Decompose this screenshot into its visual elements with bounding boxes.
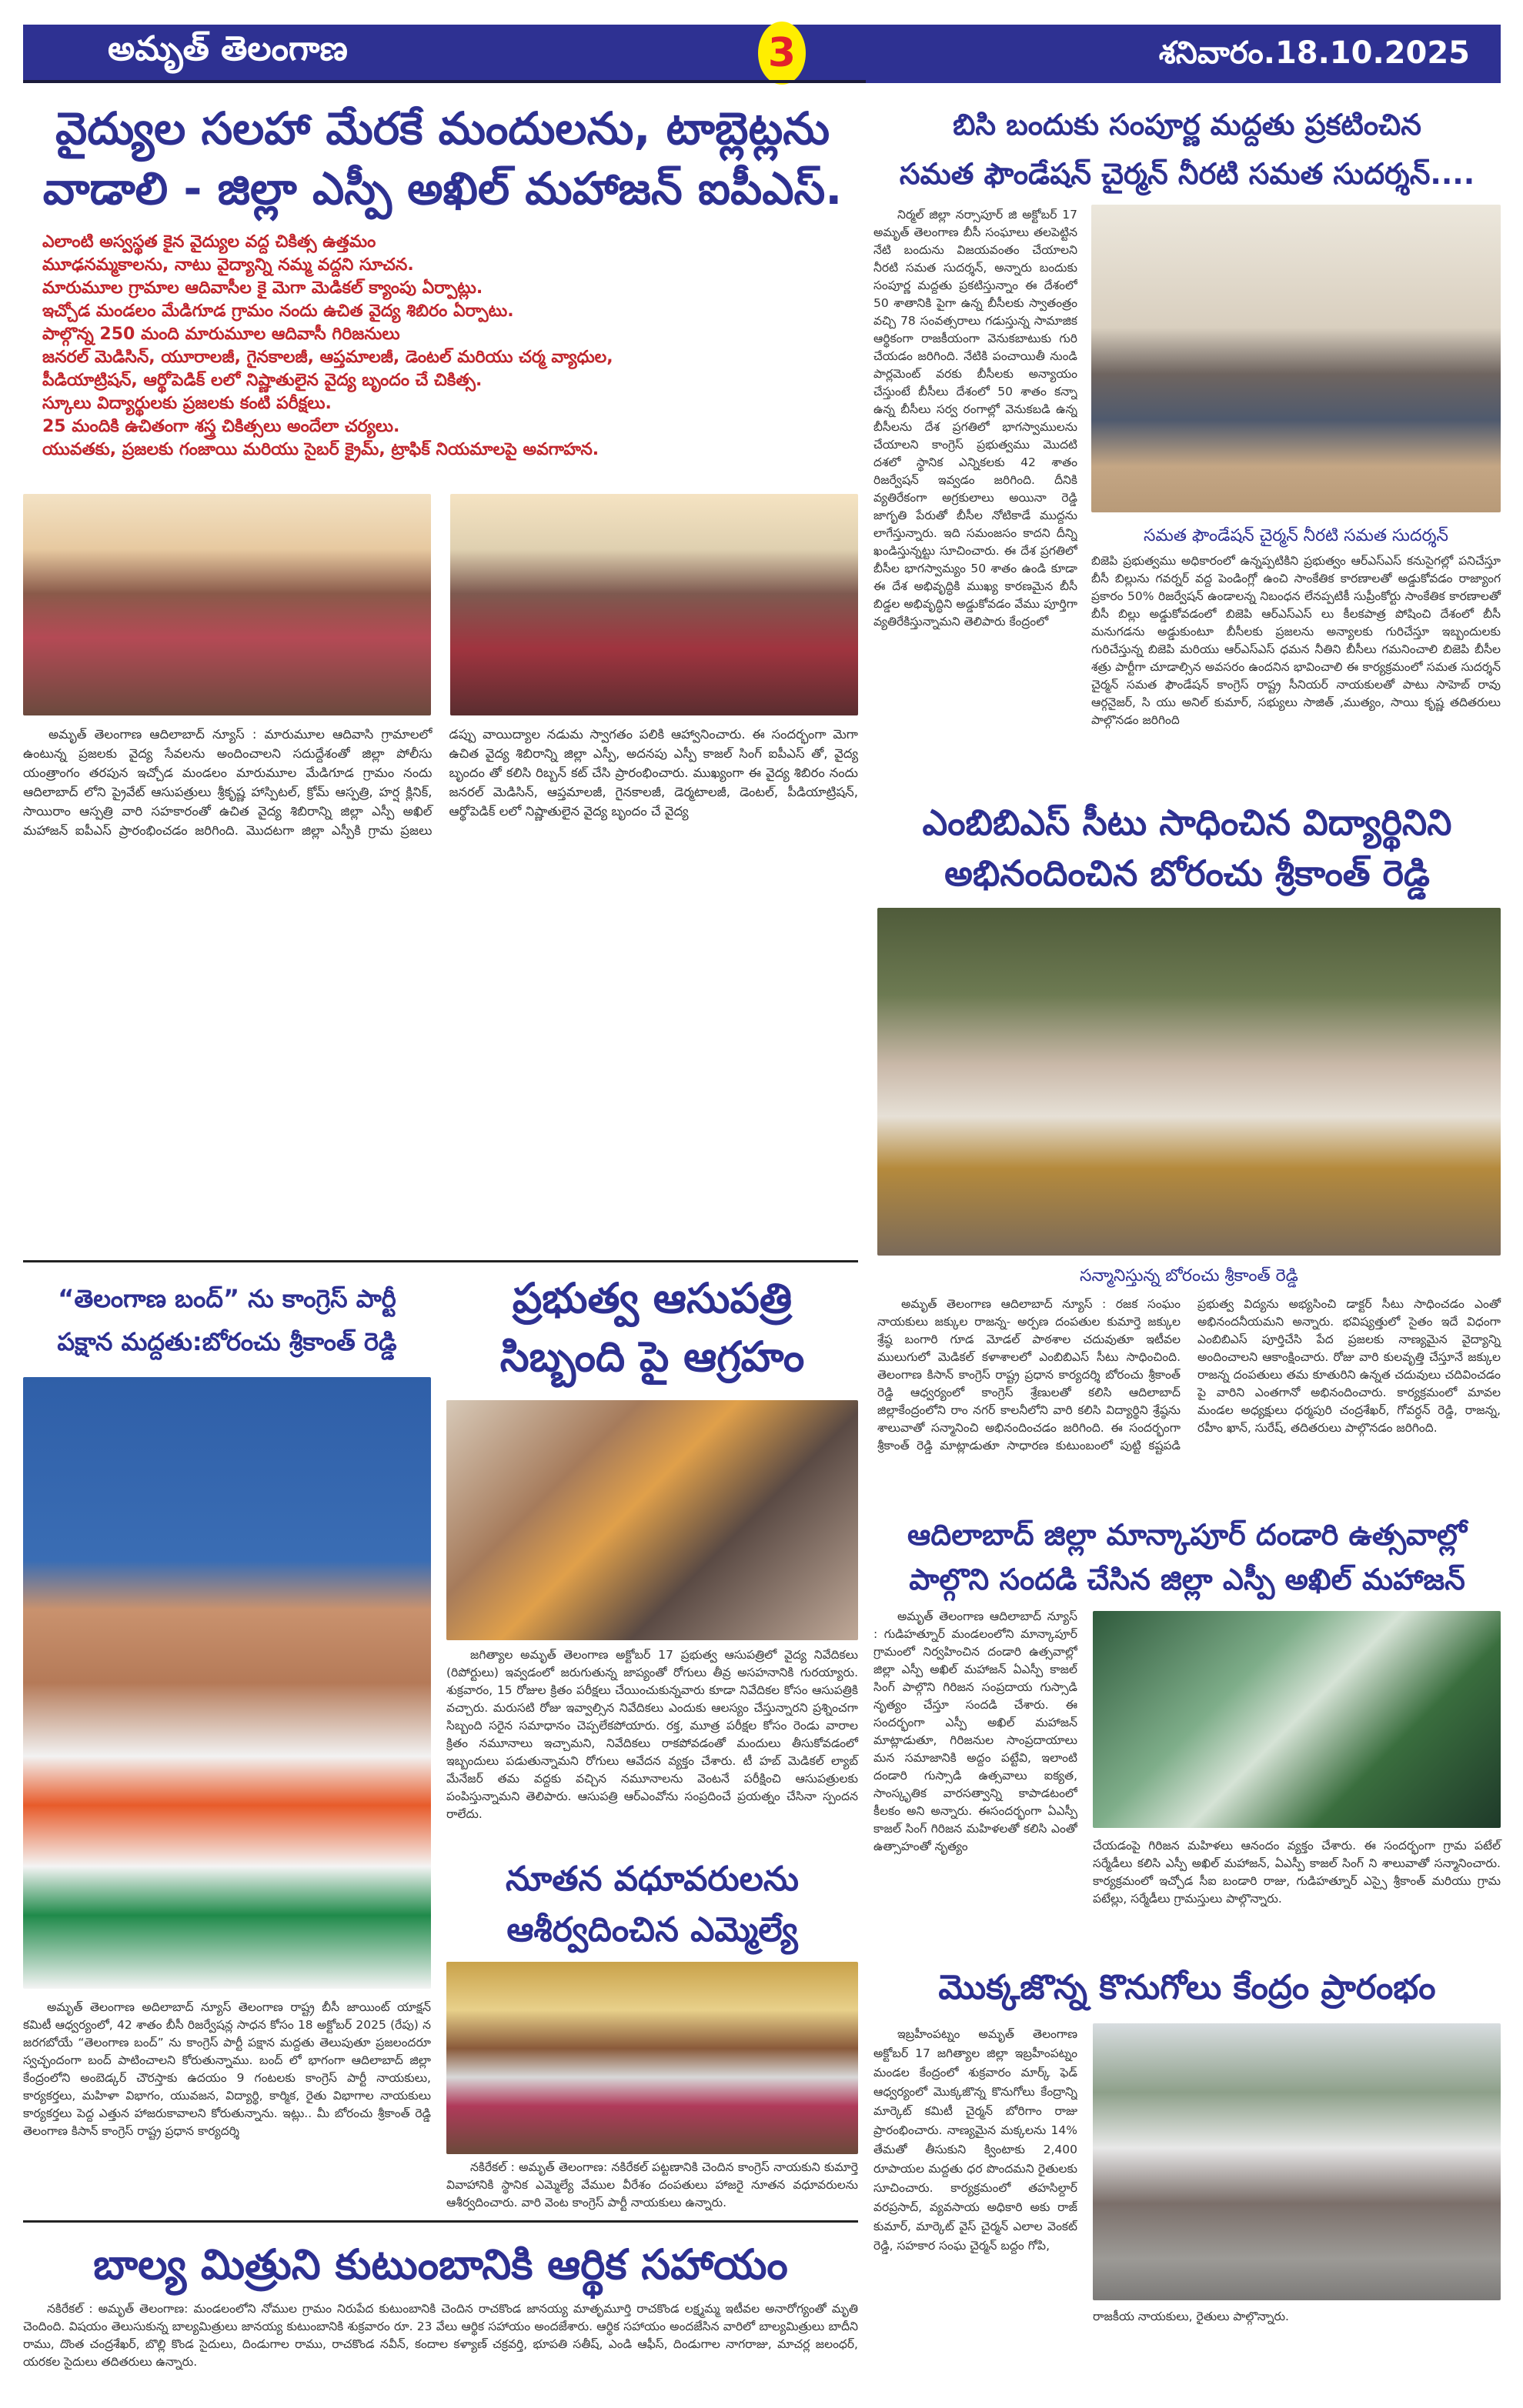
mbbs-felicitation-photo xyxy=(877,908,1501,1256)
mbbs-body xyxy=(877,1296,1501,1511)
wedding-headline-line: ఆశీర్వదించిన ఎమ్మెల్యే xyxy=(506,1910,798,1949)
dandari-body-2 xyxy=(1093,1837,1501,1908)
article-paragraph: జగిత్యాల అమృత్ తెలంగాణ అక్టోబర్ 17 ప్రభుత్వ ఆసుపత్రిలో వైద్య నివేదికలు (రిపోర్టులు) ఇవ్వడంలో జరుగుతున్న జాప్యంతో రోగులు తీవ్ర అసహనానికి గురయ్యారు. శుక్రవారం, 15 రోజుల క్రితం పరీక్షలు చేయించుకున్నవారు కూడా నివేదికల కోసం ఆసుపత్రికి వచ్చారు. మరుసటి రోజు ఇవ్వాల్సిన నివేదికలు ఎందుకు ఆలస్యం చేస్తున్నారని ప్రశ్నించగా సిబ్బంది సరైన సమాధానం చెప్పలేకపోయారు. రక్త, మూత్ర పరీక్షల కోసం రెండు వారాల క్రితం నమూనాలు ఇచ్చామని, నివేదికలు రాకపోవడంతో మందులు తీసుకోవడంలో ఇబ్బందులు పడుతున్నామని రోగులు ఆవేదన వ్యక్తం చేశారు. టీ హబ్ మెడికల్ ల్యాబ్ మేనేజర్ తమ వద్దకు వచ్చిన నమూనాలను వెంటనే పరీక్షించి ఆసుపత్రులకు పంపిస్తున్నామని తెలిపారు. ఆసుపత్రి ఆర్ఎంవోను సంప్రదించే ప్రయత్నం చేసినా స్పందన రాలేదు. xyxy=(446,1648,858,1821)
lead-body xyxy=(23,725,858,1248)
bandh-body xyxy=(23,1999,431,2140)
mbbs-photo-caption: సన్మానిస్తున్న బోరంచు శ్రీకాంత్ రెడ్డి xyxy=(1080,1266,1298,1286)
samatha-headline xyxy=(873,100,1501,198)
lead-headline xyxy=(23,98,862,218)
highlight-line: 25 మందికి ఉచితంగా శస్త్ర చికిత్సలు అందేలా చర్యలు. xyxy=(42,417,400,436)
mbbs-headline xyxy=(873,797,1501,899)
article-paragraph: అమృత్ తెలంగాణ ఆదిలాబాద్ న్యూస్ : మారుమూల ఆదివాసి గ్రామాలలో ఉంటున్న ప్రజలకు వైద్య సేవలను అందించాలని సదుద్దేశంతో జిల్లా పోలీసు యంత్రాంగం తరపున ఇచ్చోడ మండలం మారుమూల మేడిగూడ గ్రామం నందు ఆదిలాబాద్ లోని ప్రైవేట్ ఆసుపత్రులు శ్రీకృష్ణ హాస్పిటల్, క్రోమ్ ఆస్పత్రి, హర్ష క్లినిక్, సాయిరాం ఆస్పత్రి వారి సహకారంతో ఉచిత వైద్య శిబిరాన్ని జిల్లా ఎస్పీ అఖిల్ మహాజన్ ఐపీఎస్ ప్రారంభించడం జరిగింది. మొదటగా జిల్లా ఎస్పీకి గ్రామ ప్రజలు డప్పు వాయిద్యాల నడుమ స్వాగతం పలికి ఆహ్వానించారు. ఈ సందర్భంగా మెగా ఉచిత వైద్య శిబిరాన్ని జిల్లా ఎస్పీ, అదనపు ఎస్పీ కాజల్ సింగ్ ఐపీఎస్ తో, వైద్య బృందం తో కలిసి రిబ్బన్ కట్ చేసి ప్రారంభించారు. ముఖ్యంగా ఈ వైద్య శిబిరం నందు జనరల్ మెడిసిన్, ఆప్తమాలజీ, గైనకాలజీ, డెర్మటాలజీ, డెంటల్, పీడియాట్రిషన్, ఆర్థోపెడిక్ లలో నిష్ణాతులైన వైద్య బృందం చే వైద్య xyxy=(23,727,858,838)
lead-highlights xyxy=(42,231,858,462)
highlight-line: ఎలాంటి అస్వస్థత కైన వైద్యుల వద్ద చికిత్స ఉత్తమం xyxy=(42,232,376,252)
highlight-line: స్కూలు విద్యార్థులకు ప్రజలకు కంటి పరీక్షలు. xyxy=(42,394,332,413)
hospital-headline xyxy=(446,1269,858,1386)
dandari-festival-photo xyxy=(1093,1611,1501,1828)
article-paragraph: అమృత్ తెలంగాణ అదిలాబాద్ న్యూస్ తెలంగాణ రాష్ట్ర బీసీ జాయింట్ యాక్షన్ కమిటీ ఆధ్వర్యంలో, 42 శాతం బీసీ రిజర్వేషన్ల సాధన కోసం 18 అక్టోబర్ 2025 (రేపు) న జరగబోయే “తెలంగాణ బంద్” ను కాంగ్రెస్ పార్టీ పక్షాన మద్దతు తెలుపుతూ ప్రజలందరూ స్వచ్ఛందంగా బంద్ పాటించాలని కోరుతున్నాము. బంద్ లో భాగంగా ఆదిలాబాద్ జిల్లా కేంద్రంలోని అంబెడ్కర్ చౌరస్తాకు ఉదయం 9 గంటలకు కాంగ్రెస్ పార్టీ నాయకులు, కార్యకర్తలు, మహిళా విభాగం, యువజన, విద్యార్థి, కార్మిక, రైతు విభాగాల నాయకులు కార్యకర్తలు పెద్ద ఎత్తున హాజరుకావాలని కోరుతున్నాను. ఇట్లు.. మీ బోరంచు శ్రీకాంత్ రెడ్డి తెలంగాణ కిసాన్ కాంగ్రెస్ రాష్ట్ర ప్రధాన కార్యదర్శి xyxy=(23,2000,431,2138)
maize-body xyxy=(873,2025,1077,2379)
samatha-body-2 xyxy=(1091,552,1501,729)
bandh-headline-line: “తెలంగాణ బంద్” ను కాంగ్రెస్ పార్టీ xyxy=(58,1284,396,1313)
section-divider xyxy=(23,2220,858,2223)
article-paragraph: ఇబ్రహీంపట్నం అమృత్ తెలంగాణ అక్టోబర్ 17 జగిత్యాల జిల్లా ఇబ్రహీంపట్నం మండల కేంద్రంలో శుక్రవారం మార్క్ ఫెడ్ ఆధ్వర్యంలో మొక్కజొన్న కొనుగోలు కేంద్రాన్ని మార్కెట్ కమిటీ చైర్మన్ బోరిగాం రాజు ప్రారంభించారు. నాణ్యమైన మక్కలను 14% తేమతో తీసుకుని క్వింటాకు 2,400 రూపాయల మద్దతు ధర పొందమని రైతులకు సూచించారు. కార్యక్రమంలో తహసిల్దార్ వరప్రసాద్, వ్యవసాయ అధికారి అకు రాజ్ కుమార్, మార్కెట్ వైస్ చైర్మన్ ఎలాల వెంకట్ రెడ్డి, సహకార సంఘ చైర్మన్ బద్దం గోపి, xyxy=(873,2027,1077,2253)
wedding-headline-line: నూతన వధూవరులను xyxy=(505,1859,799,1899)
highlight-line: జనరల్ మెడిసిన్, యూరాలజీ, గైనకాలజీ, ఆప్తమాలజీ, డెంటల్ మరియు చర్మ వ్యాధుల, xyxy=(42,348,613,367)
samatha-headline-line: బిసి బందుకు సంపూర్ణ మద్దతు ప్రకటించిన xyxy=(953,108,1421,142)
highlight-line: పీడియాట్రిషన్, ఆర్థోపెడిక్ లలో నిష్ణాతులైన వైద్య బృందం చే చికిత్స. xyxy=(42,371,483,390)
masthead-underline xyxy=(23,80,866,83)
maize-body-2 xyxy=(1093,2308,1501,2326)
lead-headline-line: వైద్యుల సలహా మేరకే మందులను, టాబ్లెట్లను xyxy=(55,102,830,155)
lead-headline-line: వాడాలి - జిల్లా ఎస్పీ అఖిల్ మహాజన్ ఐపీఎస్. xyxy=(42,162,843,215)
highlight-line: పాల్గొన్న 250 మంది మారుమూల ఆదివాసీ గిరిజనులు xyxy=(42,325,400,344)
article-paragraph: నకిరేకల్ : అమృత్ తెలంగాణ: మండలంలోని నోముల గ్రామం నిరుపేద కుటుంబానికి చెందిన రాచకొండ జానయ్య మాతృమూర్తి రాచకొండ లక్ష్మమ్మ ఇటీవల అనారోగ్యంతో మృతి చెందింది. విషయం తెలుసుకున్న బాల్యమిత్రులు జానయ్య కుటుంబానికి శుక్రవారం రూ. 23 వేలు ఆర్థిక సహాయం అందజేశారు. ఆర్థిక సహాయం అందజేసిన వారిలో బాల్యమిత్రులు బాదీని రాము, దొంత చంద్రశేఖర్, బొల్లి కొండ సైదులు, దిండుగాల రాము, రాచకొండ నవీన్, కందాల కళ్యాణ్ చక్రవర్తి, భూపతి సతీష్, ఎండి ఆఫీస్, దిండుగాల నాగరాజు, మాచర్ల జలంధర్, యరకల సైదులు తదితరులు ఉన్నారు. xyxy=(23,2302,858,2369)
hospital-body xyxy=(446,1646,858,1823)
dandari-headline-line: ఆదిలాబాద్ జిల్లా మాన్కాపూర్ దండారి ఉత్సవాల్లో xyxy=(907,1518,1467,1552)
samatha-photo-caption: సమత ఫౌండేషన్ చైర్మన్ నీరటి సమత సుదర్శన్ xyxy=(1144,526,1448,545)
page-number-badge: 3 xyxy=(758,22,806,85)
highlight-line: మూఢనమ్మకాలను, నాటు వైద్యాన్ని నమ్మ వద్దని సూచన. xyxy=(42,255,414,275)
mbbs-headline-line: అభినందించిన బోరంచు శ్రీకాంత్ రెడ్డి xyxy=(944,852,1430,894)
newspaper-logo: అమృత్ తెలంగాణ xyxy=(108,29,348,68)
wedding-headline xyxy=(446,1854,858,1956)
article-paragraph: చేయడంపై గిరిజన మహిళలు ఆనందం వ్యక్తం చేశారు. ఈ సందర్భంగా గ్రామ పటేల్ సర్మేడీలు కలిసి ఎస్పీ అఖిల్ మహాజన్, ఏఎస్పీ కాజల్ సింగ్ ని శాలువాతో సన్మానించారు. కార్యక్రమంలో ఇచ్చోడ సీఐ బండారి రాజు, గుడిహత్నూర్ ఎస్సై శ్రీకాంత్ మరియు గ్రామ పటేల్లు, సర్మేడీలు గ్రామస్తులు పాల్గొన్నారు. xyxy=(1093,1839,1501,1906)
relief-body xyxy=(23,2300,858,2371)
hospital-headline-line: ప్రభుత్వ ఆసుపత్రి xyxy=(512,1274,793,1322)
article-paragraph: అమృత్ తెలంగాణ ఆదిలాబాద్ న్యూస్ : గుడిహత్నూర్ మండలంలోని మాన్కాపూర్ గ్రామంలో నిర్వహించిన దండారి ఉత్సవాల్లో జిల్లా ఎస్పీ అఖిల్ మహాజన్ ఏఎస్పీ కాజల్ సింగ్ పాల్గొని గిరిజన సంప్రదాయ గుస్సాడి నృత్యం చేస్తూ సందడి చేశారు. ఈ సందర్భంగా ఎస్పీ అఖిల్ మహాజన్ మాట్లాడుతూ, గిరిజనుల సాంప్రదాయాలు మన సమాజానికి అద్దం పట్టేవి, ఇలాంటి దండారి గుస్సాడి ఉత్సవాలు ఐక్యత, సాంస్కృతిక వారసత్వాన్ని కాపాడటంలో కీలకం అని అన్నారు. ఈసందర్భంగా ఏఎస్పీ కాజల్ సింగ్ గిరిజన మహిళలతో కలిసి ఎంతో ఉత్సాహంతో నృత్యం xyxy=(873,1609,1077,1853)
dandari-headline-line: పాల్గొని సందడి చేసిన జిల్లా ఎస్పీ అఖిల్ మహాజన్ xyxy=(909,1563,1465,1596)
relief-headline: బాల్య మిత్రుని కుటుంబానికి ఆర్థిక సహాయం xyxy=(93,2240,788,2289)
article-paragraph: నకిరేకల్ : అమృత్ తెలంగాణ: నకిరేకల్ పట్టణానికి చెందిన కాంగ్రెస్ నాయకుని కుమార్తె వివాహానికి స్థానిక ఎమ్మెల్యే వేముల వీరేశం దంపతులు హాజరై నూతన వధూవరులను ఆశీర్వదించారు. వారి వెంట కాంగ్రెస్ పార్టీ నాయకులు ఉన్నారు. xyxy=(446,2160,858,2210)
medical-camp-photo-2 xyxy=(450,494,858,715)
medical-camp-photo-1 xyxy=(23,494,431,715)
article-paragraph: అమృత్ తెలంగాణ ఆదిలాబాద్ న్యూస్ : రజక సంఘం నాయకులు జక్కుల రాజన్న- అర్పణ దంపతుల కుమార్తె జక్కుల శ్రేష్ఠ బంగారి గూడ మోడల్ పాఠశాల చదువుతూ ఇటీవల ములుగులో మెడికల్ కళాశాలలో ఎంబిబిఎస్ సీటు సాధించింది. తెలంగాణ కిసాన్ కాంగ్రెస్ రాష్ట్ర ప్రధాన కార్యదర్శి బోరంచు శ్రీకాంత్ రెడ్డి ఆధ్వర్యంలో కాంగ్రెస్ శ్రేణులతో కలిసి ఆదిలాబాద్ జిల్లాకేంద్రంలోని రాం నగర్ కాలనీలోని వారి కలిసి విద్యార్థిని శ్రేష్ఠను శాలువాతో సన్మానించి అభినందించడం జరిగింది. ఈ సందర్భంగా శ్రీకాంత్ రెడ్డి మాట్లాడుతూ సాధారణ కుటుంబంలో పుట్టి కష్టపడి ప్రభుత్వ విద్యను అభ్యసించి డాక్టర్ సీటు సాధించడం ఎంతో అభినందనీయమని అన్నారు. భవిష్యత్తులో సైతం ఇదే విధంగా ఎంబిబిఎస్ పూర్తిచేసి పేద ప్రజలకు నాణ్యమైన వైద్యాన్ని అందించాలని ఆకాంక్షించారు. రోజు వారి కులవృత్తి చేస్తూనే జక్కుల రాజన్న దంపతులు తమ కూతురిని ఉన్నత చదువులు చదివించడం పై వారిని ఎంతగానో అభినందించారు. కార్యక్రమంలో మావల మండల అధ్యక్షులు ధర్మపురి చంద్రశేఖర్, గోవర్ధన్ రెడ్డి, రాజన్న, రహీం ఖాన్, సురేష్, తదితరులు పాల్గొనడం జరిగింది. xyxy=(877,1297,1501,1452)
issue-date: శనివారం.18.10.2025 xyxy=(1158,35,1470,71)
article-paragraph: నిర్మల్ జిల్లా నర్సాపూర్ జి అక్టోబర్ 17 అమృత్ తెలంగాణ బీసీ సంఘాలు తలపెట్టిన నేటి బందును విజయవంతం చేయాలని నీరటి సమత సుదర్శన్, అన్నారు బందుకు సంపూర్ణ మద్దతు ప్రకటిస్తున్నాం ఈ దేశంలో 50 శాతానికి పైగా ఉన్న బీసీలకు స్వాతంత్రం వచ్చి 78 సంవత్సరాలు గడుస్తున్న సామాజిక ఆర్థికంగా రాజకీయంగా వెనుకబాటుకు గురి చేయడం జరిగింది. నేటికి పంచాయితీ నుండి పార్లమెంట్ వరకు బీసీలకు అన్యాయం చేస్తుంటే బీసీలు దేశంలో 50 శాతం కన్నా ఉన్న బీసీలు సర్వ రంగాల్లో వెనుకబడి ఉన్న బీసీలను దేశ ప్రగతిలో భాగస్వాములను చేయాలని కాంగ్రెస్ ప్రభుత్వము మొదటి దశలో స్థానిక ఎన్నికలకు 42 శాతం రిజర్వేషన్ ఇవ్వడం జరిగింది. దీనికి వ్యతిరేకంగా అగ్రకులాలు అయినా రెడ్డి జాగృతి పేరుతో బీసీల నోటికాడే ముద్దను లాగేస్తున్నారు. ఇది సమంజసం కాదని దీన్ని ఖండిస్తున్నట్టు సూచించారు. ఈ దేశ ప్రగతిలో బీసీల భాగస్వామ్యం 50 శాతం ఉండి కూడా ఈ దేశ అభివృద్ధికి ముఖ్య కారణమైన బీసీ బిడ్డల అభివృద్ధిని అడ్డుకోవడం వేము పూర్తిగా వ్యతిరేకిస్తున్నామని తెలిపారు కేంద్రంలో xyxy=(873,208,1077,629)
wedding-photo xyxy=(446,1962,858,2154)
samatha-group-photo xyxy=(1091,205,1501,512)
bandh-headline-line: పక్షాన మద్దతు:బోరంచు శ్రీకాంత్ రెడ్డి xyxy=(57,1327,397,1356)
highlight-line: ఇచ్చోడ మండలం మేడిగూడ గ్రామం నందు ఉచిత వైద్య శిబిరం ఏర్పాటు. xyxy=(42,302,514,321)
highlight-line: యువతకు, ప్రజలకు గంజాయి మరియు సైబర్ క్రైమ్, ట్రాఫిక్ నియమాలపై అవగాహన. xyxy=(42,440,600,459)
article-paragraph: బిజెపి ప్రభుత్వము అధికారంలో ఉన్నప్పటికిని ప్రభుత్వం ఆర్ఎస్ఎస్ కనుసైగల్లో పనిచేస్తూ బీసీ బిల్లును గవర్నర్ వద్ద పెండింగ్లో ఉంచి సాంకేతిక కారణాలతో అడ్డుకోవడం రాజ్యాంగ ప్రకారం 50% రిజర్వేషన్ ఉండాలన్న నిబంధన లేనప్పటికీ సుప్రీంకోర్టు సాంకేతిక కారణాలతో బీసీ బిల్లు అడ్డుకోవడంలో బిజెపి ఆర్ఎస్ఎస్ లు కీలకపాత్ర పోషించి దేశంలో బీసీ మనుగడను అడ్డుకుంటూ బీసీలకు ప్రజలను అన్యాలకు గురిచేస్తూ ఇబ్బందులకు గురిచేస్తున్న బిజెపి మరియు ఆర్ఎస్ఎస్ ధమన నీతిని బీసీలు గమనించాలి బిజెపి బీసీల శత్రు పార్టీగా చూడాల్సిన అవసరం ఉందనిన భావించాలి ఈ కార్యక్రమంలో సమత సుదర్శన్ చైర్మన్ సమత ఫౌండేషన్ కాంగ్రెస్ రాష్ట్ర సీనియర్ నాయకులతో పాటు సాహెబ్ రావు ఆర్గనైజర్, సి యు అనిల్ కుమార్, సభ్యులు సాజిత్ ,ముత్యం, సాయి కృష్ణ తదితరులు పాల్గొనడం జరిగింది xyxy=(1091,554,1501,727)
article-paragraph: రాజకీయ నాయకులు, రైతులు పాల్గొన్నారు. xyxy=(1093,2310,1289,2323)
samatha-body xyxy=(873,206,1077,785)
maize-headline: మొక్కజొన్న కొనుగోలు కేంద్రం ప్రారంభం xyxy=(938,1968,1436,2007)
section-divider xyxy=(23,1260,858,1262)
hospital-headline-line: సిబ్బంది పై ఆగ్రహం xyxy=(499,1332,805,1381)
dandari-headline xyxy=(873,1513,1501,1602)
samatha-headline-line: సమత ఫౌండేషన్ చైర్మన్ నీరటి సమత సుదర్శన్.... xyxy=(899,157,1475,191)
dandari-body xyxy=(873,1608,1077,1931)
maize-centre-photo xyxy=(1093,2023,1501,2300)
masthead xyxy=(23,25,1501,83)
mbbs-headline-line: ఎంబిబిఎస్ సీటు సాధించిన విద్యార్థినిని xyxy=(922,802,1452,843)
bandh-headline xyxy=(23,1277,431,1363)
highlight-line: మారుమూల గ్రామాల ఆదివాసీల కై మెగా మెడికల్ క్యాంపు ఏర్పాట్లు. xyxy=(42,278,483,298)
hospital-patients-photo xyxy=(446,1400,858,1640)
leader-portrait-photo xyxy=(23,1377,431,1989)
wedding-body xyxy=(446,2159,858,2212)
